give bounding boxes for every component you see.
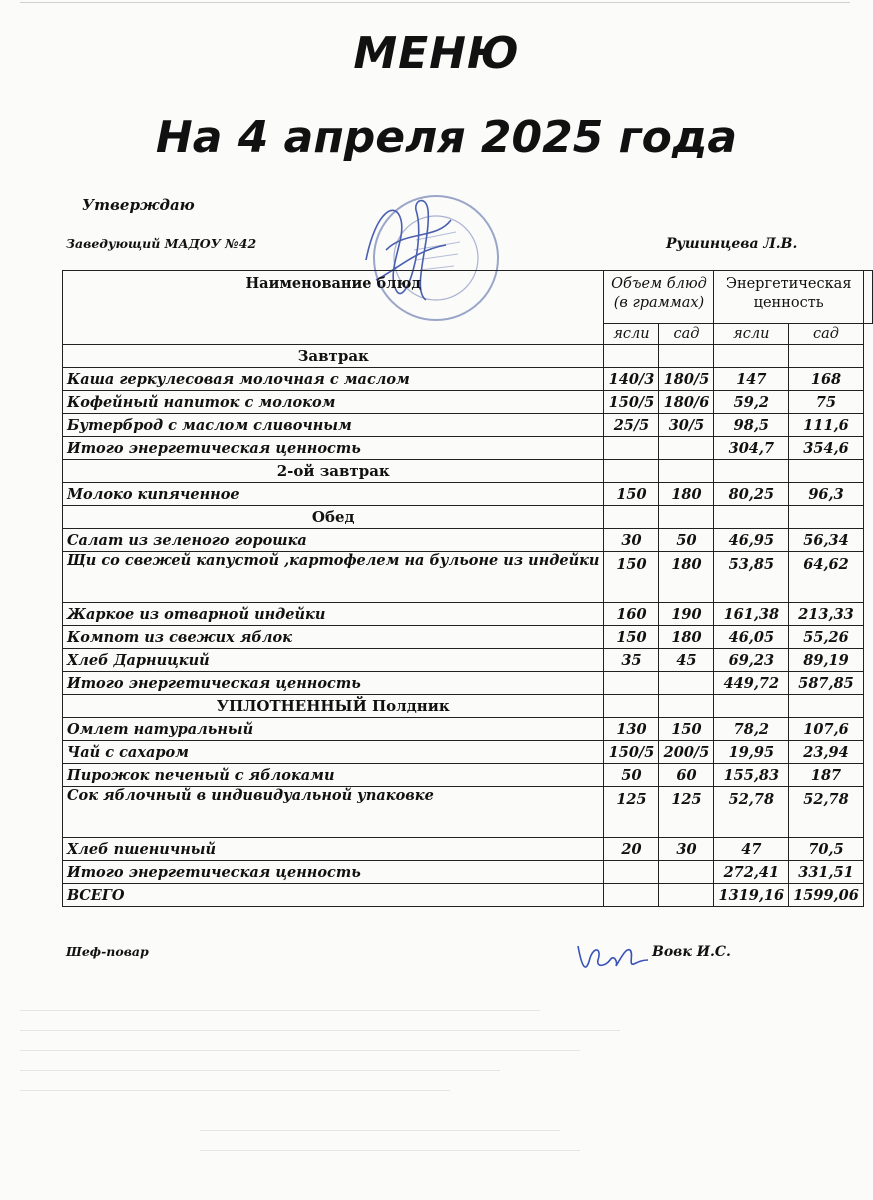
dish-name: Салат из зеленого горошка [63, 529, 604, 552]
energy-sad: 23,94 [789, 741, 864, 764]
energy-sad: 52,78 [789, 787, 864, 838]
volume-yasli: 50 [604, 764, 659, 787]
energy-sad: 331,51 [789, 861, 864, 884]
dish-name: Пирожок печеный с яблоками [63, 764, 604, 787]
energy-yasli: 272,41 [714, 861, 789, 884]
table-row [63, 529, 873, 552]
sub-yasli-energy: ясли [714, 324, 789, 345]
energy-yasli: 69,23 [714, 649, 789, 672]
dish-name: Щи со свежей капустой ,картофелем на бульоне из индейки [63, 552, 604, 603]
section-row [63, 460, 873, 483]
energy-yasli: 52,78 [714, 787, 789, 838]
table-row [63, 552, 873, 603]
volume-sad: 180/5 [659, 368, 714, 391]
volume-yasli: 150/5 [604, 741, 659, 764]
volume-yasli: 35 [604, 649, 659, 672]
volume-sad: 150 [659, 718, 714, 741]
volume-sad: 30 [659, 838, 714, 861]
menu-table [62, 270, 873, 907]
energy-yasli: 46,95 [714, 529, 789, 552]
dish-name: Хлеб пшеничный [63, 838, 604, 861]
energy-sad: 75 [789, 391, 864, 414]
col-energy-header: Энергетическая ценность [714, 271, 863, 324]
volume-sad: 190 [659, 603, 714, 626]
energy-yasli: 449,72 [714, 672, 789, 695]
menu-title: МЕНЮ [353, 28, 520, 79]
approve-label: Утверждаю [82, 196, 195, 214]
volume-yasli: 160 [604, 603, 659, 626]
table-row [63, 414, 873, 437]
section-snack: УПЛОТНЕННЫЙ Полдник [63, 695, 604, 718]
energy-sad: 70,5 [789, 838, 864, 861]
volume-yasli: 25/5 [604, 414, 659, 437]
dish-name: Хлеб Дарницкий [63, 649, 604, 672]
volume-yasli: 150 [604, 552, 659, 603]
table-row [63, 368, 873, 391]
volume-sad: 30/5 [659, 414, 714, 437]
volume-sad: 180 [659, 552, 714, 603]
volume-sad: 180/6 [659, 391, 714, 414]
volume-yasli: 20 [604, 838, 659, 861]
volume-sad: 200/5 [659, 741, 714, 764]
energy-yasli: 46,05 [714, 626, 789, 649]
table-header-row [63, 271, 873, 324]
dish-name: Компот из свежих яблок [63, 626, 604, 649]
energy-yasli: 98,5 [714, 414, 789, 437]
volume-yasli: 150/5 [604, 391, 659, 414]
volume-yasli: 125 [604, 787, 659, 838]
energy-yasli: 155,83 [714, 764, 789, 787]
extra-cell [863, 271, 872, 324]
col-volume-header: Объем блюд (в граммах) [604, 271, 714, 324]
energy-sad: 213,33 [789, 603, 864, 626]
chef-role: Шеф-повар [66, 944, 149, 959]
dish-name: Каша геркулесовая молочная с маслом [63, 368, 604, 391]
sub-sad-energy: сад [789, 324, 864, 345]
volume-sad: 50 [659, 529, 714, 552]
volume-sad: 45 [659, 649, 714, 672]
total-row [63, 861, 873, 884]
volume-yasli: 150 [604, 626, 659, 649]
energy-sad: 1599,06 [789, 884, 864, 907]
table-row [63, 626, 873, 649]
dish-name: Молоко кипяченное [63, 483, 604, 506]
sub-sad-volume: сад [659, 324, 714, 345]
volume-yasli: 30 [604, 529, 659, 552]
energy-yasli: 80,25 [714, 483, 789, 506]
sub-yasli-volume: ясли [604, 324, 659, 345]
section-second-breakfast: 2-ой завтрак [63, 460, 604, 483]
table-row [63, 787, 873, 838]
dish-name: Омлет натуральный [63, 718, 604, 741]
director-role: Заведующий МАДОУ №42 [66, 236, 257, 251]
table-row [63, 718, 873, 741]
energy-sad: 111,6 [789, 414, 864, 437]
total-label: Итого энергетическая ценность [63, 437, 604, 460]
section-breakfast: Завтрак [63, 345, 604, 368]
menu-date: На 4 апреля 2025 года [155, 112, 738, 163]
energy-yasli: 53,85 [714, 552, 789, 603]
section-row [63, 695, 873, 718]
energy-sad: 187 [789, 764, 864, 787]
section-row [63, 345, 873, 368]
energy-yasli: 47 [714, 838, 789, 861]
dish-name: Жаркое из отварной индейки [63, 603, 604, 626]
energy-sad: 354,6 [789, 437, 864, 460]
volume-yasli: 140/3 [604, 368, 659, 391]
energy-yasli: 161,38 [714, 603, 789, 626]
volume-yasli: 130 [604, 718, 659, 741]
energy-yasli: 147 [714, 368, 789, 391]
table-row [63, 603, 873, 626]
dish-name: Кофейный напиток с молоком [63, 391, 604, 414]
dish-name: Сок яблочный в индивидуальной упаковке [63, 787, 604, 838]
energy-yasli: 304,7 [714, 437, 789, 460]
dish-name: Чай с сахаром [63, 741, 604, 764]
energy-sad: 64,62 [789, 552, 864, 603]
energy-sad: 96,3 [789, 483, 864, 506]
energy-yasli: 59,2 [714, 391, 789, 414]
volume-sad: 180 [659, 626, 714, 649]
dish-name: Бутерброд с маслом сливочным [63, 414, 604, 437]
grand-total-row [63, 884, 873, 907]
chef-name: Вовк И.С. [652, 944, 731, 960]
volume-sad: 180 [659, 483, 714, 506]
energy-sad: 55,26 [789, 626, 864, 649]
energy-yasli: 1319,16 [714, 884, 789, 907]
chef-signature-icon [572, 938, 652, 978]
table-row [63, 741, 873, 764]
table-row [63, 764, 873, 787]
volume-sad: 60 [659, 764, 714, 787]
energy-yasli: 19,95 [714, 741, 789, 764]
total-label: Итого энергетическая ценность [63, 672, 604, 695]
director-name: Рушинцева Л.В. [666, 236, 798, 252]
energy-sad: 168 [789, 368, 864, 391]
volume-yasli: 150 [604, 483, 659, 506]
total-row [63, 437, 873, 460]
energy-sad: 89,19 [789, 649, 864, 672]
col-name-header: Наименование блюд [63, 271, 604, 345]
energy-yasli: 78,2 [714, 718, 789, 741]
grand-total-label: ВСЕГО [63, 884, 604, 907]
table-row [63, 483, 873, 506]
section-row [63, 506, 873, 529]
table-row [63, 649, 873, 672]
total-row [63, 672, 873, 695]
section-lunch: Обед [63, 506, 604, 529]
total-label: Итого энергетическая ценность [63, 861, 604, 884]
energy-sad: 56,34 [789, 529, 864, 552]
energy-sad: 587,85 [789, 672, 864, 695]
energy-sad: 107,6 [789, 718, 864, 741]
table-row [63, 838, 873, 861]
table-row [63, 391, 873, 414]
volume-sad: 125 [659, 787, 714, 838]
